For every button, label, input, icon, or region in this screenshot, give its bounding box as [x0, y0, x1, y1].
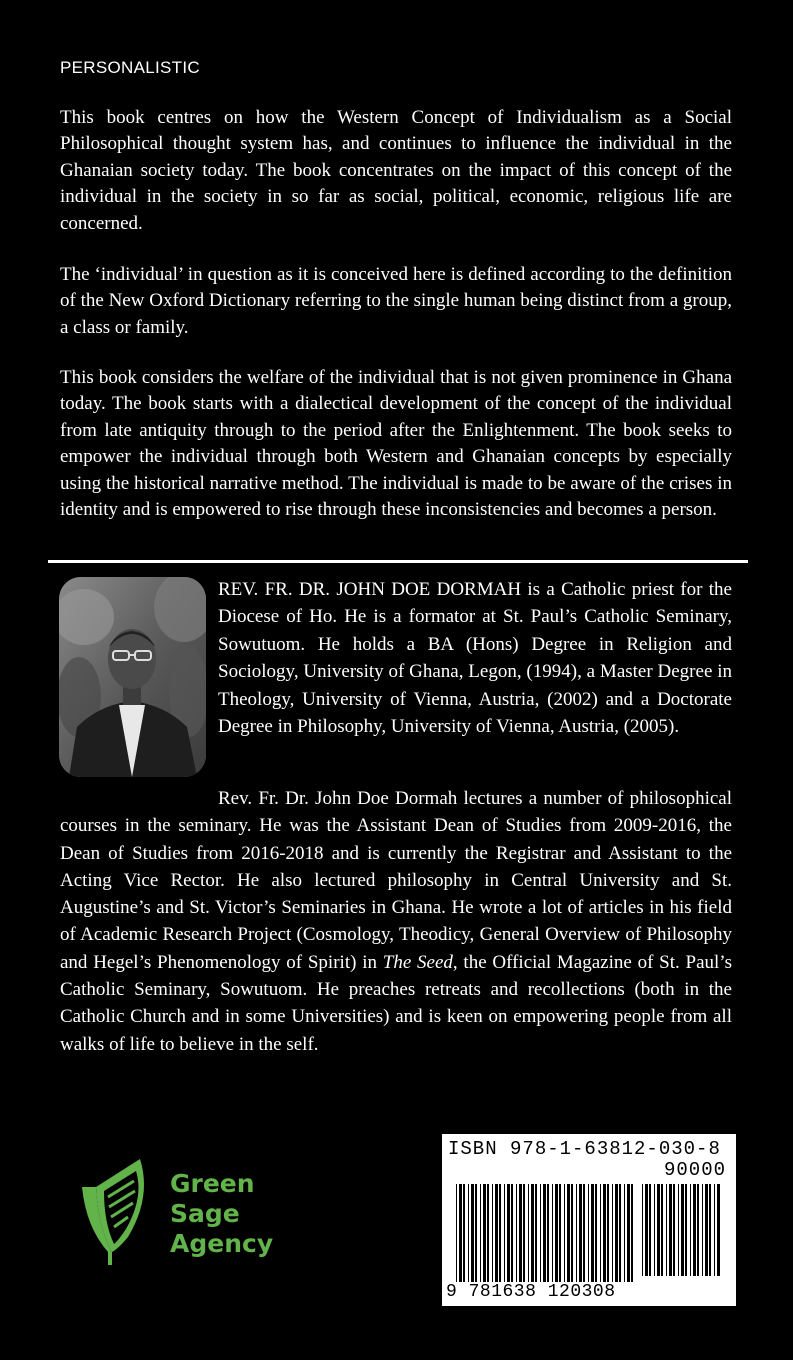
barcode-bar [480, 1184, 481, 1282]
barcode-bar [475, 1184, 477, 1282]
barcode-bar [600, 1184, 601, 1282]
barcode-bar [709, 1184, 711, 1276]
barcode-bar [603, 1184, 606, 1282]
addon-barcode-bars [642, 1184, 722, 1276]
barcode-bar [693, 1184, 696, 1276]
series-label: PERSONALISTIC [60, 58, 200, 77]
barcode-bar [627, 1184, 630, 1282]
blurb-paragraph-3: This book considers the welfare of the individual that is not given prominence in Ghana today. The book starts with a dialectical development of the concept of the individual from late antiquity through to the period after the Enlightenment. The book seeks to empower the individual through both Western and Ghanaian concepts by especially using the historical narrative method. The individual is made to be aware of the crises in identity and is empowered to rise through these inconsistencies and becomes a person. [60, 367, 732, 521]
barcode-bar [456, 1184, 457, 1282]
barcode-bar [673, 1184, 675, 1276]
barcode-bar [717, 1184, 720, 1276]
barcode-bar [666, 1184, 667, 1276]
blurb-paragraph-2: The ‘individual’ in question as it is conceived here is defined according to the definition of the New Oxford Dictionary referring to the single human being distinct from a group, a class or family. [60, 264, 732, 338]
barcode-bar [714, 1184, 715, 1276]
publisher-logo [78, 1157, 308, 1267]
barcode-bar [612, 1184, 613, 1282]
price-code: 90000 [663, 1159, 726, 1181]
barcode-bar [645, 1184, 648, 1276]
barcode-bar [499, 1184, 501, 1282]
barcode-bar [615, 1184, 618, 1282]
barcode-bar [576, 1184, 577, 1282]
barcode-bar [690, 1184, 691, 1276]
author-bio-career-text: Rev. Fr. Dr. John Doe Dormah lectures a number of philosophical courses in the seminary. He was the Assistant Dean of Studies from 2009-2016, the Dean of Studies from 2016-2018 and is currently the Registrar and Assistant to the Acting Vice Rector. He also lectured philosophy in Central University and St. Augustine’s and St. Victor’s Seminaries in Ghana. He wrote a lot of articles in his field of Academic Research Project (Cosmology, Theodicy, General Overview of Philosophy and Hegel’s Phenomenology of Spirit) in [60, 788, 732, 973]
barcode-bar [543, 1184, 546, 1282]
barcode-bar [624, 1184, 625, 1282]
barcode-bar [492, 1184, 493, 1282]
barcode-bar [678, 1184, 679, 1276]
publisher-name [170, 1169, 273, 1259]
publisher-name-line-1: Green [170, 1169, 255, 1198]
barcode-bar [519, 1184, 522, 1282]
publisher-name-line-2: Sage [170, 1199, 240, 1228]
barcode-bar [649, 1184, 651, 1276]
barcode-bar [591, 1184, 594, 1282]
barcode-bar [555, 1184, 558, 1282]
isbn-barcode [442, 1134, 736, 1306]
author-bio-intro: REV. FR. DR. JOHN DOE DORMAH is a Catholic priest for the Diocese of Ho. He is a formator at St. Paul’s Catholic Seminary, Sowutuom. He holds a BA (Hons) Degree in Religion and Sociology, University of Ghana, Legon, (1994), a Master Degree in Theology, University of Vienna, Austria, (2002) and a Doctorate Degree in Philosophy, University of Vienna, Austria, (2005). [218, 579, 732, 738]
barcode-bar [547, 1184, 549, 1282]
barcode-bar [642, 1184, 643, 1276]
publisher-book-icon [78, 1157, 158, 1267]
barcode-bar [483, 1184, 486, 1282]
barcode-bar [681, 1184, 684, 1276]
barcode-bar [459, 1184, 462, 1282]
barcode-bar [657, 1184, 660, 1276]
author-bio-career [60, 785, 732, 1058]
barcode-bar [463, 1184, 465, 1282]
barcode-bar [535, 1184, 537, 1282]
barcode-bar [523, 1184, 525, 1282]
barcode-digits: 9 781638 120308 [446, 1282, 616, 1302]
ean-barcode-bars [456, 1184, 638, 1282]
barcode-bar [516, 1184, 517, 1282]
barcode-bar [531, 1184, 534, 1282]
blurb-paragraph-1: This book centres on how the Western Concept of Individualism as a Social Philosophical thought system has, and continues to influence the individual in the Ghanaian society today. The book concentrates on the impact of this concept of the individual in the society in so far as social, political, economic, religious life are concerned. [60, 107, 732, 234]
barcode-bar [495, 1184, 498, 1282]
barcode-bar [567, 1184, 570, 1282]
barcode-bar [471, 1184, 474, 1282]
barcode-bar [595, 1184, 597, 1282]
author-bio-career-text-end: , the Official Magazine of St. Paul’s Catholic Seminary, Sowutuom. He preaches retreats and recollections (both in the Catholic Church and in some Universities) and is keen on empowering people from all walks of life to believe in the self. [60, 951, 732, 1055]
barcode-bar [705, 1184, 708, 1276]
barcode-bar [685, 1184, 687, 1276]
barcode-bar [511, 1184, 513, 1282]
barcode-bar [631, 1184, 633, 1282]
barcode-bar [661, 1184, 663, 1276]
barcode-bar [487, 1184, 489, 1282]
barcode-bar [559, 1184, 561, 1282]
barcode-bar [504, 1184, 505, 1282]
barcode-bar [669, 1184, 672, 1276]
barcode-bar [654, 1184, 655, 1276]
barcode-bar [579, 1184, 582, 1282]
barcode-bar [507, 1184, 510, 1282]
barcode-bar [468, 1184, 469, 1282]
barcode-bar [564, 1184, 565, 1282]
magazine-title: The Seed [382, 951, 453, 973]
barcode-bar [552, 1184, 553, 1282]
barcode-bar [588, 1184, 589, 1282]
section-divider [48, 560, 748, 563]
barcode-bar [697, 1184, 699, 1276]
barcode-bar [540, 1184, 541, 1282]
isbn-number: ISBN 978-1-63812-030-8 [448, 1138, 721, 1160]
barcode-bar [528, 1184, 529, 1282]
barcode-bar [571, 1184, 573, 1282]
barcode-bar [619, 1184, 621, 1282]
barcode-bar [607, 1184, 609, 1282]
author-photo [59, 577, 206, 777]
barcode-bar [702, 1184, 703, 1276]
publisher-name-line-3: Agency [170, 1229, 274, 1258]
barcode-bar [583, 1184, 585, 1282]
